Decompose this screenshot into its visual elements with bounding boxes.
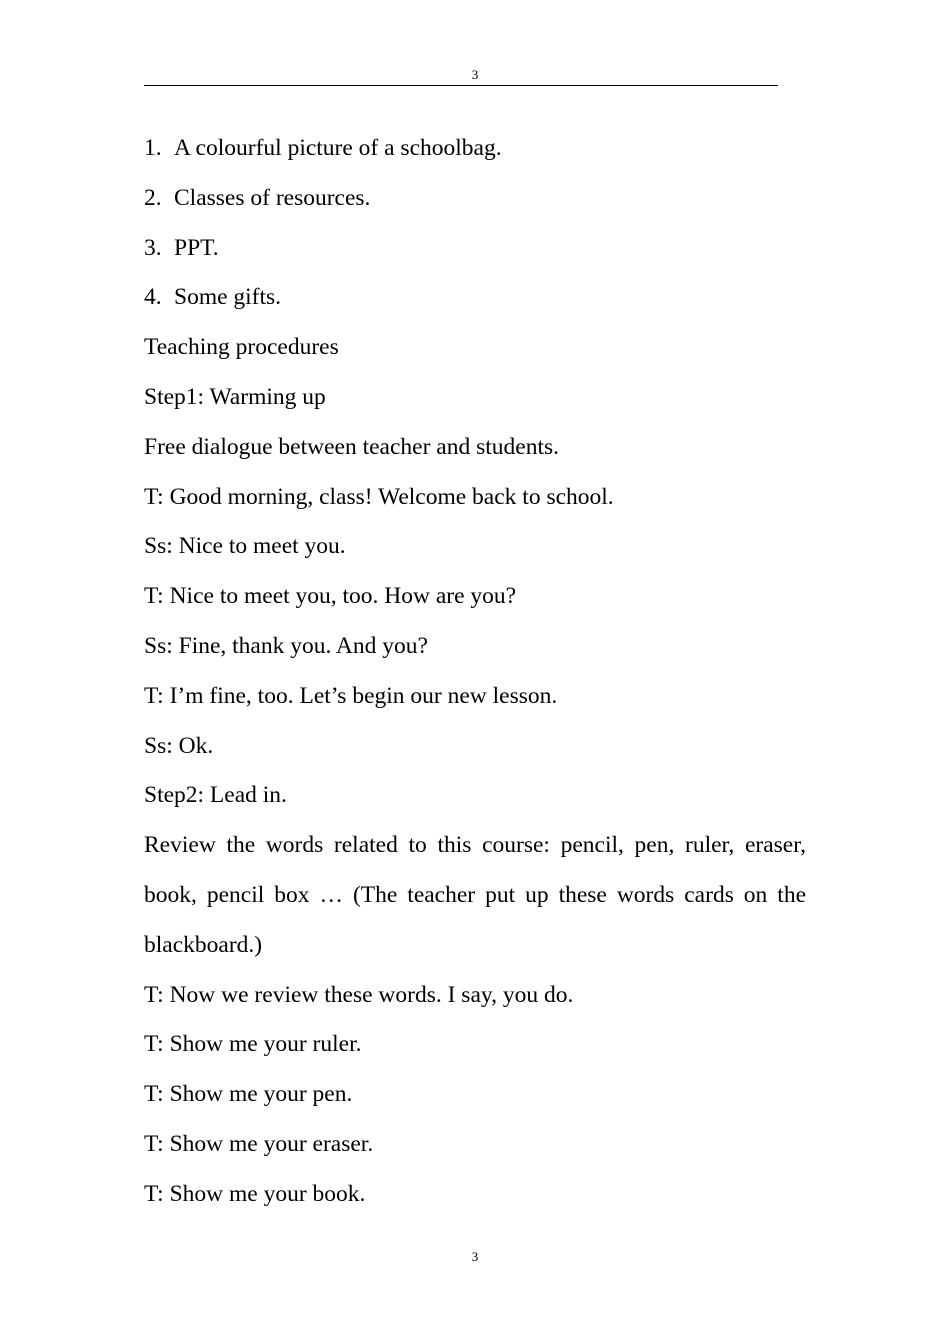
header-rule [144,85,778,86]
header-page-number: 3 [471,67,479,82]
list-text: A colourful picture of a schoolbag. [174,135,502,161]
list-item [144,224,806,274]
list-text: Classes of resources. [174,184,371,211]
command-line: T: Show me your eraser. [144,1130,374,1157]
dialogue-line: Ss: Nice to meet you. [144,533,346,560]
review-paragraph: Review the words related to this course: pencil, pen, ruler, eraser, book, pencil box … (The teacher put up these words cards on the blackboard.) [144,832,806,958]
dialogue-line: T: Nice to meet you, too. How are you? [144,583,517,610]
document-body [144,124,806,1220]
list-text: Some gifts. [174,284,282,311]
command-line: T: Now we review these words. I say, you do. [144,981,574,1008]
command-line: T: Show me your pen. [144,1081,353,1108]
section-heading: Teaching procedures [144,334,339,361]
list-number: 3. [144,234,162,261]
footer-page-number: 3 [471,1249,479,1264]
dialogue-line: T: Good morning, class! Welcome back to school. [144,483,614,510]
command-line: T: Show me your book. [144,1180,366,1207]
list-text: PPT. [174,234,219,261]
step1-intro: Free dialogue between teacher and students. [144,433,560,460]
dialogue-line: Ss: Ok. [144,732,214,759]
dialogue-line: T: I’m fine, too. Let’s begin our new lesson. [144,682,558,709]
list-number: 1. [144,135,162,161]
command-line: T: Show me your ruler. [144,1031,362,1058]
list-item [144,273,806,323]
list-item [144,124,806,174]
list-number: 4. [144,284,162,311]
step2-heading: Step2: Lead in. [144,782,287,809]
step1-heading: Step1: Warming up [144,383,326,410]
list-item [144,174,806,224]
dialogue-line: Ss: Fine, thank you. And you? [144,632,428,659]
list-number: 2. [144,184,162,211]
